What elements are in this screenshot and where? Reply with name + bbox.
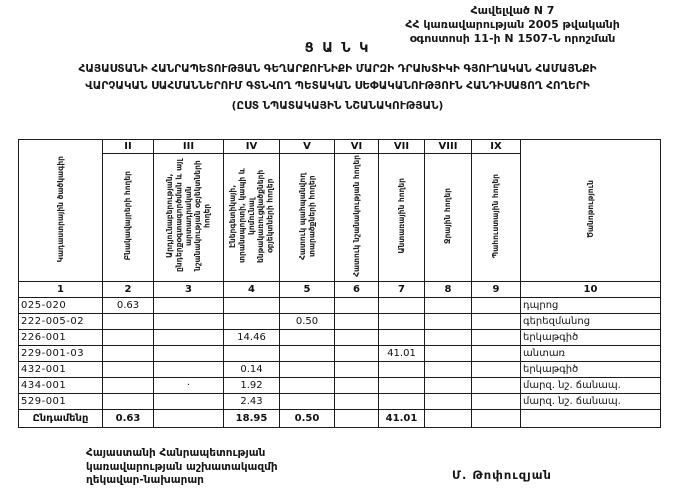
header-water-lands: Ջրային հողեր — [425, 154, 472, 282]
col-num-10: 10 — [521, 282, 661, 298]
col-num-1: 1 — [19, 282, 103, 298]
appendix-ref-line1: Հավելված N 7 — [470, 4, 555, 17]
land-classification-table — [18, 139, 661, 428]
signatory-title-line1: Հայաստանի Հանրապետության — [86, 447, 266, 459]
header-note-label: Ծանոթություն — [585, 180, 595, 238]
header-industrial-lands: Արդյունաբերության, ընդերքօգտագործման և այլ արտադրական նշանակության օբյեկտների հողեր — [154, 154, 224, 282]
cadastral-code: 432-001 — [19, 362, 103, 378]
cadastral-code: 226-001 — [19, 330, 103, 346]
table-row: 432-001 0.14 երկաթգիծ — [19, 362, 661, 378]
roman-numeral-IV: IV — [224, 140, 280, 154]
table-row: 529-001 2.43 մարզ. նշ. ճանապ. — [19, 394, 661, 410]
header-settlement-lands: Բնակավայրերի հողեր — [103, 154, 154, 282]
roman-numeral-III: III — [154, 140, 224, 154]
row-note: մարզ. նշ. ճանապ. — [521, 394, 661, 410]
row-note: դպրոց — [521, 298, 661, 314]
roman-numeral-VIII: VIII — [425, 140, 472, 154]
col-num-6: 6 — [335, 282, 379, 298]
col-num-2: 2 — [103, 282, 154, 298]
header-reserve-lands: Պահուստային հողեր — [472, 154, 521, 282]
document-subtitle-line1: ՀԱՅԱՍՏԱՆԻ ՀԱՆՐԱՊԵՏՈՒԹՅԱՆ ԳԵՂԱՐՔՈՒՆԻՔԻ ՄԱՐԶԻ ԴՐԱԽՏԻԿԻ ԳՅՈՒՂԱԿԱՆ ՀԱՄԱՅՆՔԻ — [78, 63, 597, 75]
signatory-title-line2: կառավարության աշխատակազմի — [86, 460, 278, 473]
column-number-row — [19, 282, 661, 298]
col-num-9: 9 — [472, 282, 521, 298]
cadastral-code: 222-005-02 — [19, 314, 103, 330]
roman-numeral-VII: VII — [379, 140, 425, 154]
document-title: Ց Ա Ն Կ — [304, 41, 371, 56]
header-protected-lands: Հատուկ պահպանվող տարածքների հողեր — [280, 154, 335, 282]
table-row: 025-020 0.63 դպրոց — [19, 298, 661, 314]
appendix-reference — [360, 4, 665, 45]
col-num-4: 4 — [224, 282, 280, 298]
col-num-8: 8 — [425, 282, 472, 298]
table-row: 226-001 14.46 երկաթգիծ — [19, 330, 661, 346]
total-row: Ընդամենը 0.63 18.95 0.50 41.01 — [19, 410, 661, 428]
row-note: գերեզմանոց — [521, 314, 661, 330]
roman-numeral-IX: IX — [472, 140, 521, 154]
cadastral-code: 229-001-03 — [19, 346, 103, 362]
row-note: երկաթգիծ — [521, 362, 661, 378]
table-row: 229-001-03 41.01 անտառ — [19, 346, 661, 362]
header-note — [521, 140, 661, 282]
roman-numeral-V: V — [280, 140, 335, 154]
cadastral-code: 025-020 — [19, 298, 103, 314]
appendix-ref-line2: ՀՀ կառավարության 2005 թվականի — [405, 17, 620, 31]
col-num-3: 3 — [154, 282, 224, 298]
cadastral-code: 434-001 — [19, 378, 103, 394]
document-subtitle-line2: ՎԱՐՉԱԿԱՆ ՍԱՀՄԱՆՆԵՐՈՒՄ ԳՏՆՎՈՂ ՊԵՏԱԿԱՆ ՍԵՓԱԿԱՆՈՒԹՅՈՒՆ ՀԱՆԴԻՍԱՑՈՂ ՀՈՂԵՐԻ — [85, 80, 590, 92]
row-note: անտառ — [521, 346, 661, 362]
col-num-5: 5 — [280, 282, 335, 298]
cadastral-code: 529-001 — [19, 394, 103, 410]
total-label: Ընդամենը — [19, 410, 103, 428]
signatory-title-line3: ղեկավար-նախարար — [86, 474, 204, 487]
signatory-name: Մ. Թոփուզյան — [452, 468, 552, 482]
row-note: մարզ. նշ. ճանապ. — [521, 378, 661, 394]
roman-numeral-row — [19, 140, 661, 154]
table-row: 434-001 · 1.92 մարզ. նշ. ճանապ. — [19, 378, 661, 394]
header-cadastral-code — [19, 140, 103, 282]
roman-numeral-VI: VI — [335, 140, 379, 154]
header-special-purpose-lands: Հատուկ նշանակության հողեր — [335, 154, 379, 282]
table-row: 222-005-02 0.50 գերեզմանոց — [19, 314, 661, 330]
document-subtitle-line3: (ԸՍՏ ՆՊԱՏԱԿԱՅԻՆ ՆՇԱՆԱԿՈՒԹՅԱՆ) — [231, 100, 444, 112]
header-cadastral-code-label: Կադաստրային ծածկագիր — [55, 155, 65, 263]
row-note: երկաթգիծ — [521, 330, 661, 346]
header-forest-lands: Անտառային հողեր — [379, 154, 425, 282]
roman-numeral-II: II — [103, 140, 154, 154]
signatory-title-block — [86, 447, 278, 488]
col-num-7: 7 — [379, 282, 425, 298]
header-energy-transport-lands: Էներգետիկայի, տրանսպորտի, կապի և կոմունալ ենթակառուցվածքների օբյեկտների հողեր — [224, 154, 280, 282]
appendix-ref-line3: օգոստոսի 11-ի N 1507-Ն որոշման — [409, 31, 616, 45]
